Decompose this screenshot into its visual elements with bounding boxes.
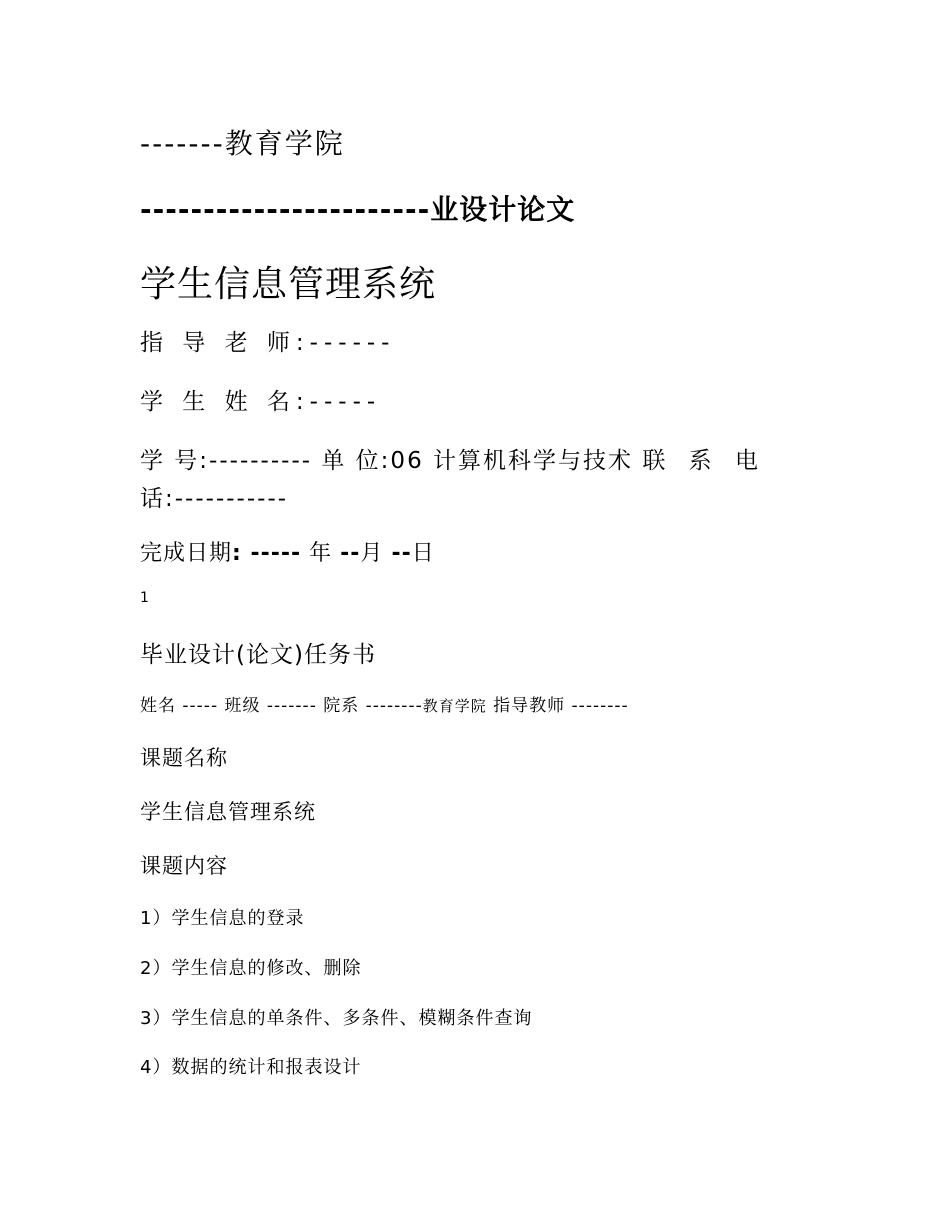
thesis-title: 学生信息管理系统: [140, 264, 437, 305]
date-month-unit: 月: [360, 541, 384, 566]
phone-value: 话:-----------: [140, 486, 289, 512]
phone-label: 联 系 电: [642, 448, 766, 474]
list-item: 1）学生信息的登录: [140, 908, 305, 929]
meta-dept-value: 教育学院: [422, 697, 487, 715]
meta-dept-label: 院系 --------: [323, 696, 423, 716]
date-year: : -----: [232, 541, 302, 566]
date-year-unit: 年: [309, 541, 333, 566]
meta-name: 姓名 -----: [140, 696, 219, 716]
date-day: --: [391, 541, 412, 566]
date-label: 完成日期: [140, 541, 233, 566]
thesis-type: -----------------------业设计论文: [140, 193, 576, 226]
date-day-unit: 日: [411, 541, 435, 566]
date-month: --: [340, 541, 361, 566]
list-item: 3）学生信息的单条件、多条件、模糊条件查询: [140, 1008, 533, 1029]
school-name: -------教育学院: [140, 127, 345, 160]
student-name-field: 学 生 姓 名:-----: [140, 389, 382, 415]
meta-class: 班级 -------: [224, 696, 317, 716]
student-info-block: [140, 442, 800, 518]
list-item: 2）学生信息的修改、删除: [140, 958, 362, 979]
task-heading: 毕业设计(论文)任务书: [140, 642, 376, 668]
completion-date: [140, 536, 435, 567]
meta-teacher: 指导教师 --------: [493, 696, 629, 716]
topic-name: 学生信息管理系统: [140, 800, 316, 824]
topic-name-label: 课题名称: [140, 746, 228, 770]
unit-field: 单 位:06 计算机科学与技术: [321, 448, 634, 474]
page-number: 1: [140, 590, 150, 606]
task-meta-row: [140, 691, 629, 716]
content-label: 课题内容: [140, 854, 228, 878]
list-item: 4）数据的统计和报表设计: [140, 1057, 362, 1078]
student-id-field: 学 号:----------: [140, 448, 313, 474]
advisor-field: 指 导 老 师:------: [140, 330, 396, 356]
